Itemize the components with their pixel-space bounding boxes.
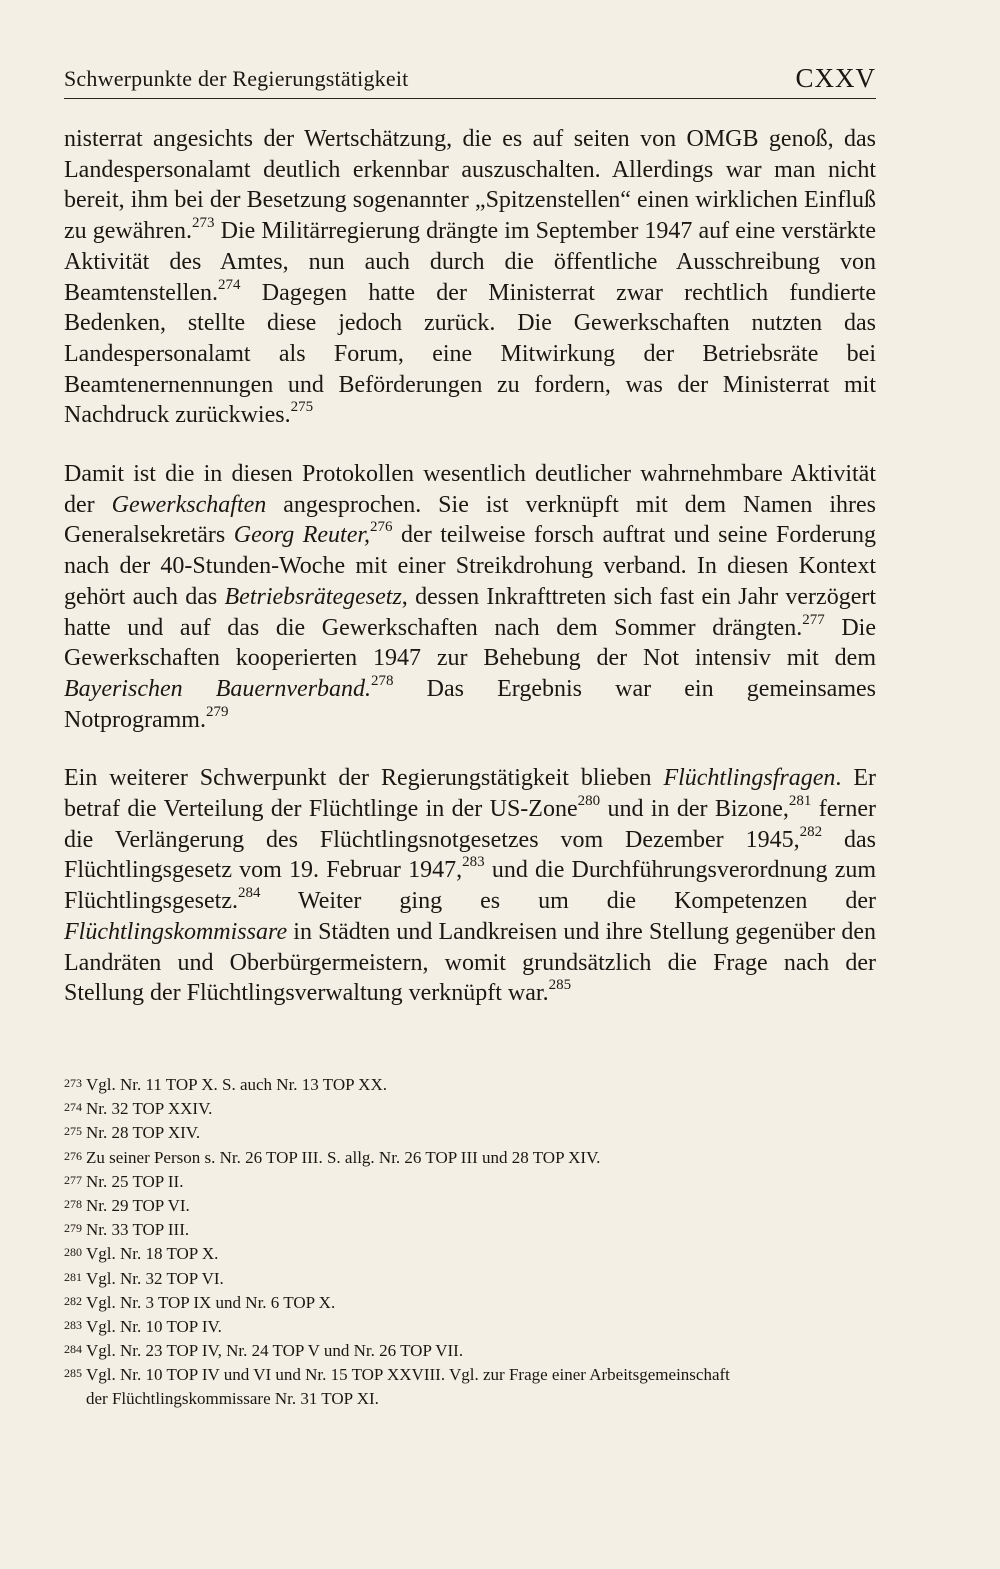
- emphasized-term: Flüchtlingskommissare: [64, 918, 288, 945]
- text-run: Weiter ging es um die Kompetenzen der: [260, 888, 876, 915]
- footnote-text: Vgl. Nr. 10 TOP IV und VI und Nr. 15 TOP XXVIII. Vgl. zur Frage einer Arbeitsgemeinschaft: [86, 1365, 730, 1385]
- footnote-text: Vgl. Nr. 23 TOP IV, Nr. 24 TOP V und Nr. 26 TOP VII.: [86, 1341, 464, 1361]
- body-text: [64, 124, 876, 1037]
- text-run: . Er betraf die Verteilung der Flüchtlinge in der US-Zone: [64, 765, 877, 823]
- footnote-reference: 275: [290, 399, 314, 416]
- text-run: Das Ergebnis war ein gemeinsames Notprogramm.: [64, 675, 876, 733]
- footnote: [64, 1193, 876, 1217]
- text-run: und in der Bizone,: [600, 796, 789, 823]
- footnote-number: 274: [64, 1100, 82, 1115]
- footnote: [64, 1072, 876, 1096]
- footnote-reference: 284: [237, 885, 261, 902]
- footnote-text: Nr. 29 TOP VI.: [86, 1196, 190, 1216]
- emphasized-term: Bayerischen Bauernverband.: [64, 675, 372, 702]
- text-run: der teilweise forsch auftrat und seine Forderung nach der 40-Stunden-Woche mit einer Streikdrohung verband. In diesen Kontext gehört auch das: [64, 522, 876, 610]
- footnote-number: 285: [64, 1366, 82, 1381]
- emphasized-term: Betriebsrätegesetz: [224, 583, 402, 610]
- text-run: Damit ist die in diesen Protokollen wesentlich deutlicher wahrnehmbare Aktivität der: [64, 461, 876, 518]
- footnote-text-continuation: der Flüchtlingskommissare Nr. 31 TOP XI.: [86, 1388, 379, 1408]
- footnote-reference: 282: [799, 823, 823, 840]
- footnote-text: Vgl. Nr. 11 TOP X. S. auch Nr. 13 TOP XX.: [86, 1075, 387, 1094]
- footnote-reference: 274: [217, 276, 241, 293]
- emphasized-term: Flüchtlingsfragen: [663, 765, 836, 792]
- footnote-number: 280: [64, 1245, 82, 1260]
- text-run: in Städten und Landkreisen und ihre Stellung gegenüber den Landräten und Oberbürgermeistern, womit grundsätzlich die Frage nach der Stellung der Flüchtlingsverwaltung verknüpft war.: [64, 918, 876, 1007]
- footnotes: [64, 1072, 876, 1410]
- text-run: ferner die Verlängerung des Flüchtlingsnotgesetzes vom Dezember 1945,: [64, 796, 877, 853]
- text-run: nisterrat angesichts der Wertschätzung, die es auf seiten von OMGB genoß, das Landespersonalamt deutlich erkennbar auszuschalten. Allerdings war man nicht bereit, ihm bei der Besetzung sogenannter „Spitzenstellen“ einen wirklichen Einfluß zu gewähren.: [64, 126, 876, 245]
- footnote: [64, 1241, 876, 1265]
- text-run: und die Durchführungsverordnung zum Flüchtlingsgesetz.: [64, 857, 877, 915]
- footnote-number: 284: [64, 1342, 82, 1357]
- running-header: [64, 58, 876, 99]
- footnote-number: 276: [64, 1148, 82, 1163]
- footnote-text: Vgl. Nr. 18 TOP X.: [86, 1244, 219, 1264]
- footnote: [64, 1120, 876, 1144]
- footnote-reference: 276: [370, 519, 393, 536]
- footnote: [64, 1290, 876, 1314]
- footnote: [64, 1145, 876, 1169]
- footnote: [64, 1338, 876, 1362]
- footnote-number: 279: [64, 1221, 82, 1236]
- footnote-number: 273: [64, 1076, 82, 1090]
- footnote-reference: 281: [788, 793, 812, 810]
- footnote-number: 278: [64, 1197, 82, 1212]
- footnote-reference: 278: [371, 672, 394, 689]
- footnote-text: Nr. 33 TOP III.: [86, 1220, 190, 1240]
- footnote-reference: 285: [548, 977, 572, 994]
- footnote-text: Vgl. Nr. 10 TOP IV.: [86, 1317, 222, 1337]
- footnote-reference: 277: [802, 611, 825, 628]
- text-run: angesprochen. Sie ist verknüpft mit dem Namen ihres Generalsekretärs: [64, 491, 876, 549]
- running-head-title: Schwerpunkte der Regierungstätigkeit: [64, 66, 409, 91]
- text-run: Dagegen hatte der Ministerrat zwar rechtlich fundierte Bedenken, stellte diese jedoch zurück. Die Gewerkschaften nutzten das Landespersonalamt als Forum, eine Mitwirkung der Betriebsräte bei Beamtenernennungen und Beförderungen zu fordern, was der Ministerrat mit Nachdruck zurückwies.: [64, 279, 876, 429]
- footnote-reference: 283: [462, 854, 485, 871]
- text-run: Die Militärregierung drängte im September 1947 auf eine verstärkte Aktivität des Amtes, nun auch durch die öffentliche Ausschreibung von Beamtenstellen.: [64, 218, 876, 306]
- footnote-number: 283: [64, 1318, 82, 1333]
- footnote-text: Nr. 25 TOP II.: [86, 1171, 184, 1191]
- emphasized-term: Georg Reuter,: [233, 522, 371, 549]
- footnote: [64, 1314, 876, 1338]
- body-paragraph: [64, 124, 876, 431]
- text-run: das Flüchtlingsgesetz vom 19. Februar 1947,: [64, 826, 876, 884]
- footnote-number: 275: [64, 1124, 82, 1139]
- footnote-number: 277: [64, 1172, 82, 1187]
- body-paragraph: [64, 763, 876, 1009]
- footnote-text: Vgl. Nr. 32 TOP VI.: [86, 1268, 224, 1288]
- footnote-reference: 280: [577, 793, 601, 810]
- footnote: [64, 1096, 876, 1120]
- footnote: [64, 1266, 876, 1290]
- footnote-text: Nr. 28 TOP XIV.: [86, 1123, 201, 1143]
- footnote-number: 282: [64, 1293, 82, 1308]
- footnote: [64, 1169, 876, 1193]
- footnote-reference: 273: [192, 215, 215, 232]
- footnote-text: Nr. 32 TOP XXIV.: [86, 1099, 213, 1119]
- text-run: Ein weiterer Schwerpunkt der Regierungstätigkeit blieben: [64, 765, 664, 792]
- page-number: CXXV: [795, 63, 876, 93]
- body-paragraph: [64, 459, 876, 735]
- footnote-text: Zu seiner Person s. Nr. 26 TOP III. S. allg. Nr. 26 TOP III und 28 TOP XIV.: [86, 1147, 601, 1167]
- emphasized-term: Gewerkschaften: [111, 491, 267, 518]
- footnote: [64, 1362, 876, 1409]
- footnote-reference: 279: [205, 703, 229, 720]
- footnote-number: 281: [64, 1269, 82, 1284]
- text-run: , dessen Inkrafttreten sich fast ein Jahr verzögert hatte und auf das die Gewerkschaften nach dem Sommer drängten.: [64, 583, 877, 641]
- footnote-text: Vgl. Nr. 3 TOP IX und Nr. 6 TOP X.: [86, 1292, 336, 1312]
- footnote: [64, 1217, 876, 1241]
- text-run: Die Gewerkschaften kooperierten 1947 zur Behebung der Not intensiv mit dem: [64, 614, 876, 672]
